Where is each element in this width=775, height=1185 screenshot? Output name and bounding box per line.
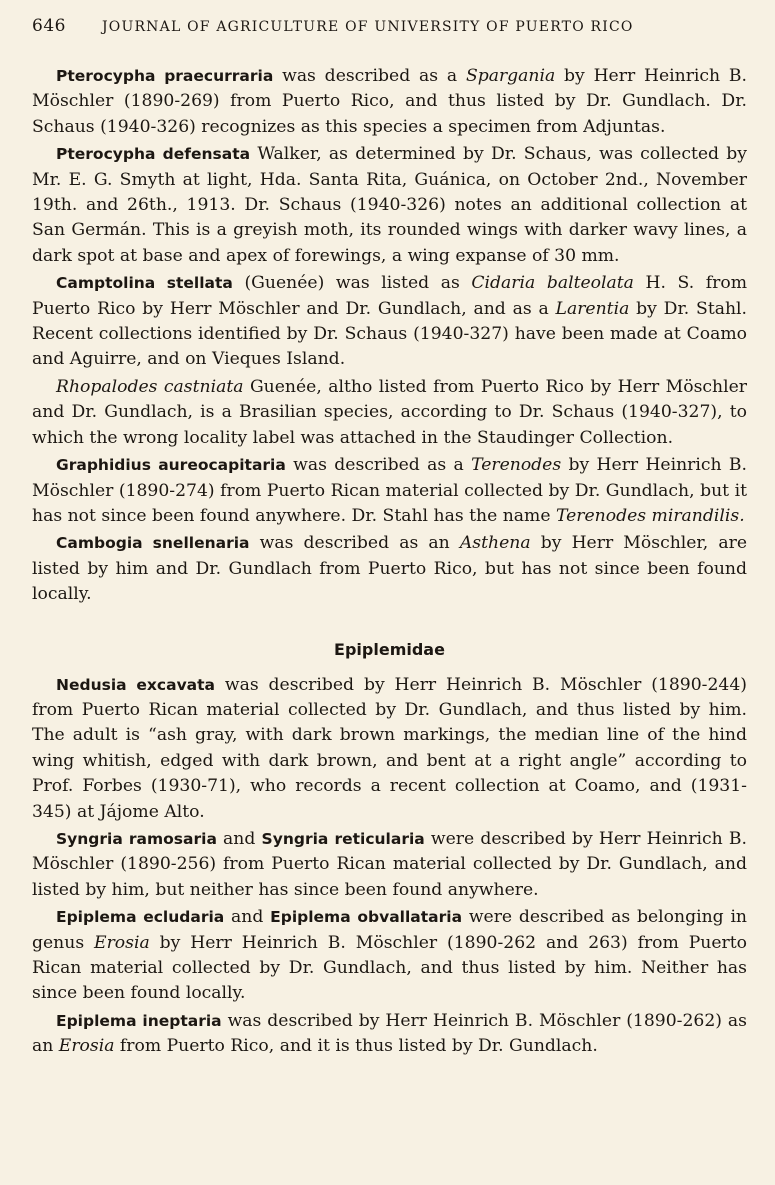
paragraph-pterocypha-praecurraria <box>32 64 747 140</box>
species-name: Rhopalodes castniata <box>56 376 244 397</box>
paragraph-rhopalodes-castniata <box>32 375 747 451</box>
species-name: Pterocypha praecurraria <box>56 67 274 85</box>
paragraph-text: was described by Herr Heinrich B. Möschler (1890-244) from Puerto Rican material collected by Dr. Gundlach, and thus listed by him. The adult is “ash gray, with dark brown markings, the median line of the hind wing whitish, edged with dark brown, and bent at a right angle” according to Prof. Forbes (1930-71), who records a recent collection at Coamo, and (1931-345) at Jájome Alto. <box>32 674 747 822</box>
species-name: Graphidius aureocapitaria <box>56 456 286 475</box>
paragraph-text: H. S. from Puerto Rico by Herr Möschler and Dr. Gundlach, and as a <box>32 273 747 319</box>
paragraph-text: by Herr Heinrich B. Möschler (1890-269) from Puerto Rico, and thus listed by Dr. Gundlach. Dr. Schaus (1940-326) recognizes as this species a specimen from Adjuntas. <box>32 66 748 137</box>
paragraph-graphidius-aureocapitaria <box>32 453 747 529</box>
species-name: Cambogia snellenaria <box>56 534 250 553</box>
genus-name: Terenodes <box>471 455 562 476</box>
genus-name: Larentia <box>555 298 630 319</box>
species-name: Camptolina stellata <box>56 274 233 293</box>
paragraph-text: were described as belonging in genus <box>32 907 748 953</box>
paragraph-text: (Guenée) was listed as <box>232 273 472 294</box>
paragraph-camptolina-stellata <box>32 271 747 373</box>
journal-title: JOURNAL OF AGRICULTURE OF UNIVERSITY OF PUERTO RICO <box>101 19 634 35</box>
paragraph-epiplema-ineptaria <box>32 1009 747 1060</box>
paragraph-text: by Dr. Stahl. Recent collections identified by Dr. Schaus (1940-327) have been made at Coamo and Aguirre, and on Vieques Island. <box>32 298 747 370</box>
paragraph-pterocypha-defensata <box>32 142 747 269</box>
paragraph-epiplema-ecludaria <box>32 905 747 1007</box>
paragraph-cambogia-snellenaria <box>32 531 747 607</box>
species-name: Nedusia excavata <box>56 675 216 694</box>
paragraph-text: were described by Herr Heinrich B. Möschler (1890-256) from Puerto Rican material collected by Dr. Gundlach, and listed by him, but neither has since been found anywhere. <box>32 828 747 900</box>
paragraph-text: by Herr Möschler, are listed by him and Dr. Gundlach from Puerto Rico, but has not since been found locally. <box>32 533 747 605</box>
paragraph-text: was described as a <box>273 66 466 86</box>
paragraph-syngria <box>32 827 747 903</box>
species-name: Syngria ramosaria <box>56 829 217 848</box>
genus-name: Asthena <box>459 533 531 554</box>
page-number: 646 <box>32 16 66 36</box>
species-name: Epiplema ineptaria <box>56 1011 222 1030</box>
paragraph-text: by Herr Heinrich B. Möschler (1890-274) from Puerto Rican material collected by Dr. Gundlach, but it has not since been found anywhere. Dr. Stahl has the name <box>32 455 747 526</box>
genus-name: Erosia <box>58 1036 115 1057</box>
genus-name: Erosia <box>94 932 150 953</box>
species-name: Epiplema ecludaria <box>56 908 225 927</box>
paragraph-text: and <box>224 907 271 928</box>
paragraph-text: Guenée, altho listed from Puerto Rico by Herr Möschler and Dr. Gundlach, is a Brasilian species, according to Dr. Schaus (1940-327), to which the wrong locality label was attached in the Staudinger Collection. <box>32 376 747 448</box>
section-heading: Epiplemidae <box>334 639 445 659</box>
genus-name: Spargania <box>465 66 556 86</box>
paragraph-text: Walker, as determined by Dr. Schaus, was collected by Mr. E. G. Smyth at light, Hda. Santa Rita, Guánica, on October 2nd., November 19th. and 26th., 1913. Dr. Schaus (1940-326) notes an additional collection at San Germán. This is a greyish moth, its rounded wings with darker wavy lines, a dark spot at base and apex of forewings, a wing expanse of 30 mm. <box>32 144 747 266</box>
paragraph-nedusia-excavata <box>32 673 747 825</box>
paragraph-text: by Herr Heinrich B. Möschler (1890-262 and 263) from Puerto Rican material collected by Dr. Gundlach, and thus listed by him. Neither has since been found locally. <box>32 932 747 1004</box>
paragraph-text: was described as a <box>285 455 472 476</box>
paragraph-text: was described as an <box>249 533 460 554</box>
species-name: Syngria reticularia <box>261 829 425 848</box>
article-body <box>32 64 747 1060</box>
species-name: Epiplema obvallataria <box>270 908 463 927</box>
paragraph-text: from Puerto Rico, and it is thus listed by Dr. Gundlach. <box>114 1036 598 1057</box>
species-name: Pterocypha defensata <box>56 145 251 164</box>
running-head <box>32 16 747 36</box>
paragraph-text: and <box>216 828 262 849</box>
genus-name: Cidaria balteolata <box>471 273 634 294</box>
paragraph-text: was described by Herr Heinrich B. Möschler (1890-262) as an <box>32 1010 747 1057</box>
genus-name: Terenodes mirandilis. <box>555 505 745 526</box>
